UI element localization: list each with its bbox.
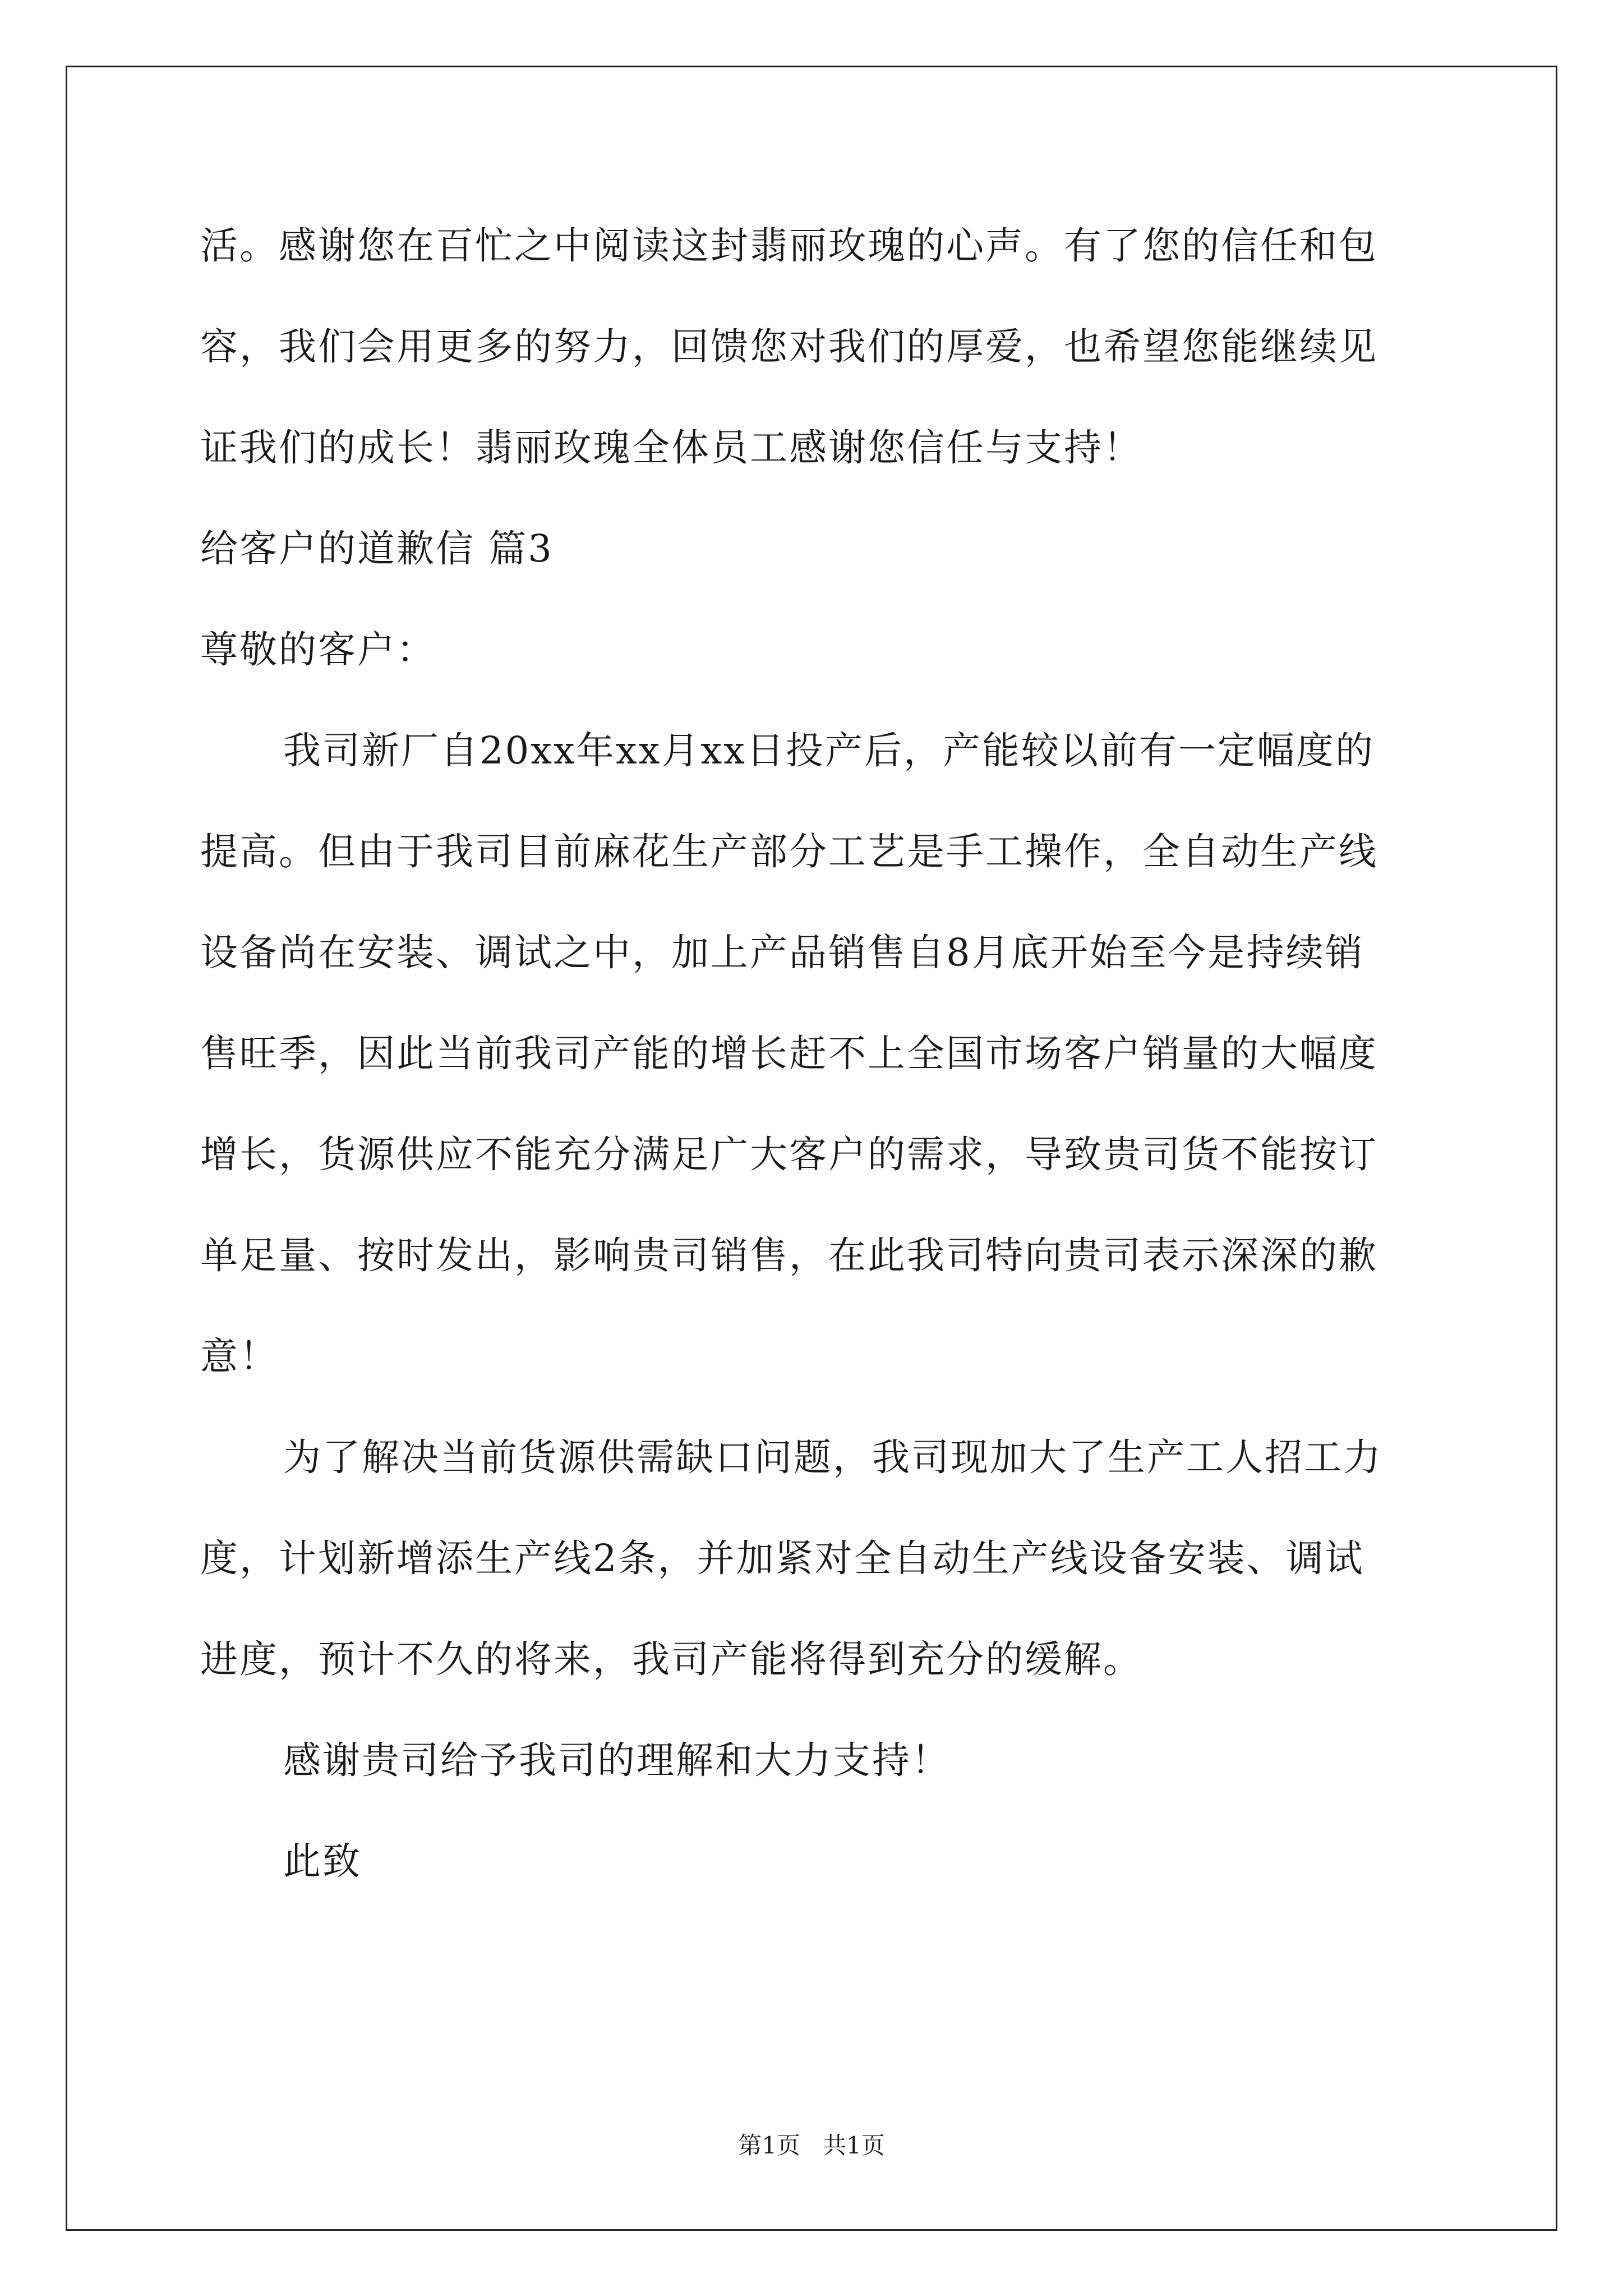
body-text-line: 为了解决当前货源供需缺口问题，我司现加大了生产工人招工力 xyxy=(283,1435,1382,1479)
body-text-line: 售旺季，因此当前我司产能的增长赶不上全国市场客户销量的大幅度 xyxy=(200,1032,1378,1075)
body-text-line: 度，计划新增添生产线2条，并加紧对全自动生产线设备安装、调试 xyxy=(200,1536,1364,1580)
body-text-line: 证我们的成长！翡丽玫瑰全体员工感谢您信任与支持！ xyxy=(200,426,1142,470)
body-text-line: 进度，预计不久的将来，我司产能将得到充分的缓解。 xyxy=(200,1637,1142,1681)
closing-line: 此致 xyxy=(283,1839,362,1883)
section-heading: 给客户的道歉信 篇3 xyxy=(200,527,554,570)
body-text-line: 感谢贵司给予我司的理解和大力支持！ xyxy=(283,1738,951,1782)
page-footer: 第1页 共1页 xyxy=(738,2132,885,2159)
body-text-line: 单足量、按时发出，影响贵司销售，在此我司特向贵司表示深深的歉 xyxy=(200,1234,1378,1277)
body-text-line: 提高。但由于我司目前麻花生产部分工艺是手工操作，全自动生产线 xyxy=(200,830,1378,873)
document-body xyxy=(200,195,1423,1912)
body-text-line: 意！ xyxy=(200,1335,279,1378)
body-text-line: 增长，货源供应不能充分满足广大客户的需求，导致贵司货不能按订 xyxy=(200,1133,1378,1176)
salutation: 尊敬的客户： xyxy=(200,628,436,671)
body-text-line: 容，我们会用更多的努力，回馈您对我们的厚爱，也希望您能继续见 xyxy=(200,325,1378,369)
body-text-line: 设备尚在安装、调试之中，加上产品销售自8月底开始至今是持续销 xyxy=(200,931,1364,974)
body-text-line: 活。感谢您在百忙之中阅读这封翡丽玫瑰的心声。有了您的信任和包 xyxy=(200,224,1378,268)
body-text-line: 我司新厂自20xx年xx月xx日投产后，产能较以前有一定幅度的 xyxy=(283,729,1375,772)
